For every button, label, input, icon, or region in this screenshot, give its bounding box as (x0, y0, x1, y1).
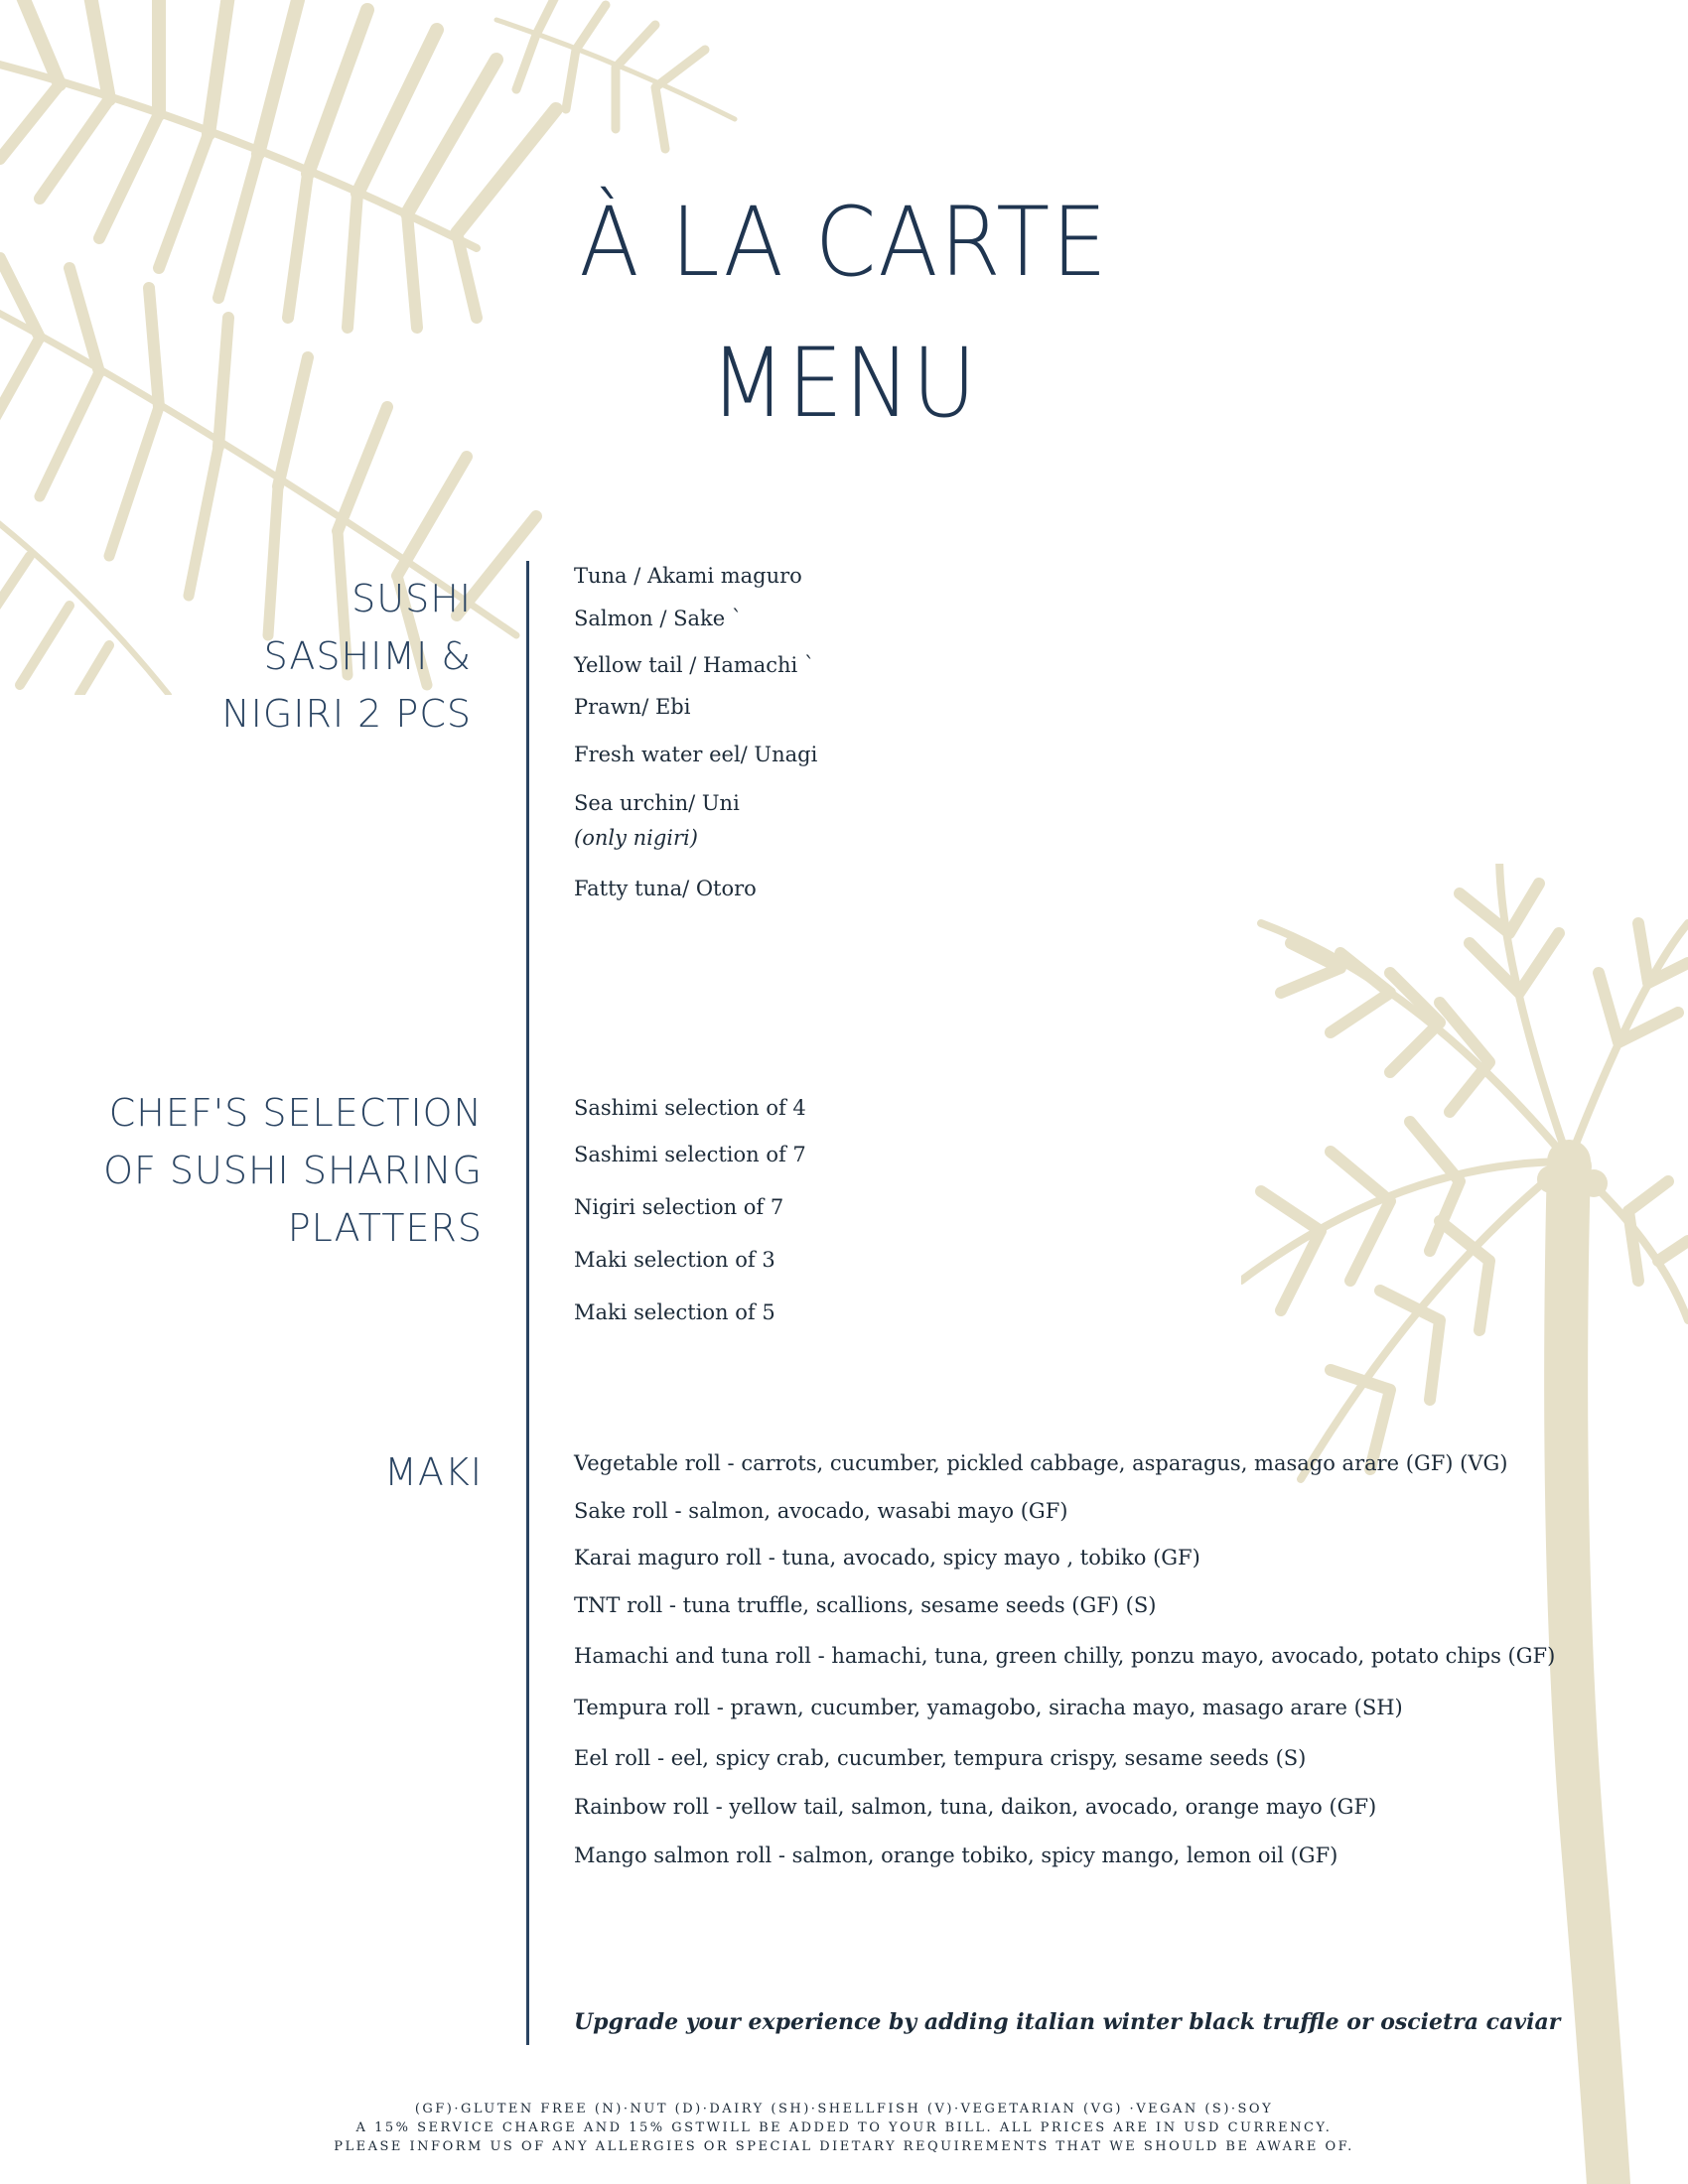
menu-item-note: (only nigiri) (574, 826, 698, 850)
menu-item: Eel roll - eel, spicy crab, cucumber, tempura crispy, sesame seeds (S) (574, 1746, 1307, 1770)
menu-item: Karai maguro roll - tuna, avocado, spicy mayo , tobiko (GF) (574, 1546, 1200, 1570)
section-title-chefs-selection: CHEF'S SELECTION OF SUSHI SHARING PLATTERS (103, 1091, 483, 1250)
menu-item: Sake roll - salmon, avocado, wasabi mayo (GF) (574, 1499, 1068, 1523)
menu-item: Salmon / Sake ` (574, 607, 743, 630)
section-title-sushi: SUSHI SASHIMI & NIGIRI 2 PCS (221, 577, 472, 736)
menu-item: TNT roll - tuna truffle, scallions, sesame seeds (GF) (S) (574, 1593, 1157, 1617)
menu-item: Hamachi and tuna roll - hamachi, tuna, green chilly, ponzu mayo, avocado, potato chips (GF) (574, 1644, 1556, 1668)
upgrade-note: Upgrade your experience by adding italian winter black truffle or oscietra caviar (574, 2009, 1561, 2035)
menu-item: Sashimi selection of 4 (574, 1096, 806, 1120)
menu-item: Prawn/ Ebi (574, 695, 691, 719)
footer-allergen-key: (GF)·GLUTEN FREE (N)·NUT (D)·DAIRY (SH)·SHELLFISH (V)·VEGETARIAN (VG) ·VEGAN (S)·SOY (414, 2102, 1274, 2116)
menu-item: Rainbow roll - yellow tail, salmon, tuna, daikon, avocado, orange mayo (GF) (574, 1795, 1377, 1819)
menu-item: Nigiri selection of 7 (574, 1195, 784, 1219)
menu-item: Fresh water eel/ Unagi (574, 743, 818, 766)
section-title-maki: MAKI (384, 1450, 483, 1494)
footer-legend (0, 2100, 1688, 2156)
footer-service-charge: A 15% SERVICE CHARGE AND 15% GSTWILL BE ADDED TO YOUR BILL. ALL PRICES ARE IN USD CURRENCY. (355, 2120, 1333, 2135)
palm-tree-illustration (1241, 864, 1688, 2184)
menu-item: Mango salmon roll - salmon, orange tobiko, spicy mango, lemon oil (GF) (574, 1843, 1338, 1867)
menu-item: Fatty tuna/ Otoro (574, 877, 757, 900)
page-title-line1: À LA CARTE (579, 187, 1109, 298)
menu-item: Vegetable roll - carrots, cucumber, pickled cabbage, asparagus, masago arare (GF) (VG) (574, 1451, 1508, 1475)
menu-item: Maki selection of 3 (574, 1248, 775, 1272)
menu-item: Maki selection of 5 (574, 1300, 775, 1324)
footer-allergy-notice: PLEASE INFORM US OF ANY ALLERGIES OR SPECIAL DIETARY REQUIREMENTS THAT WE SHOULD BE AWARE OF. (334, 2139, 1354, 2154)
menu-item: Tuna / Akami maguro (574, 564, 802, 588)
vertical-divider (526, 561, 529, 2045)
menu-item: Sea urchin/ Uni (574, 791, 740, 815)
menu-item: Sashimi selection of 7 (574, 1143, 806, 1166)
menu-item: Yellow tail / Hamachi ` (574, 653, 815, 677)
page-title-line2: MENU (709, 328, 979, 439)
menu-item: Tempura roll - prawn, cucumber, yamagobo, siracha mayo, masago arare (SH) (574, 1696, 1403, 1719)
